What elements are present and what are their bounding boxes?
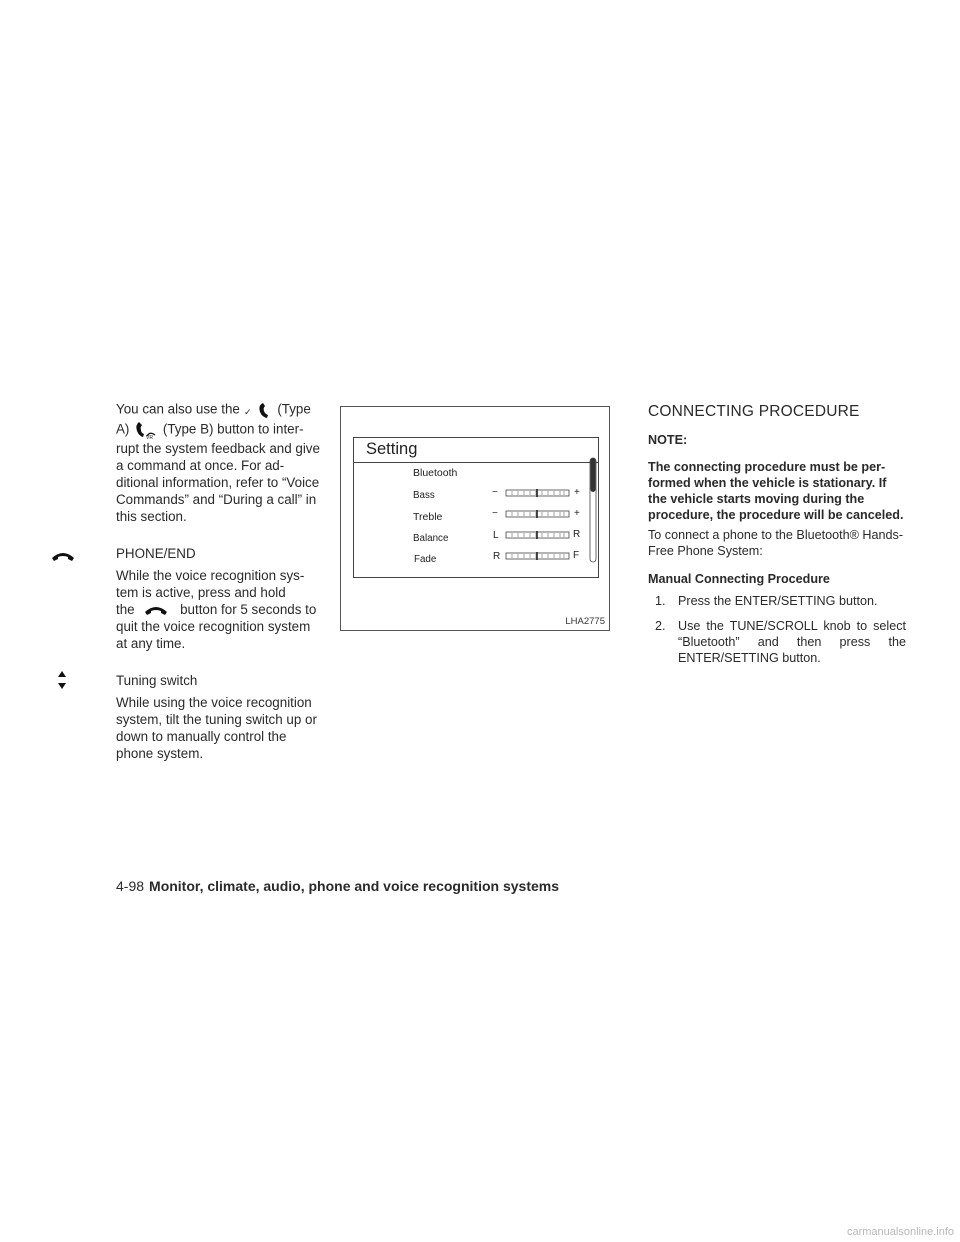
menu-item-treble: Treble <box>413 511 443 523</box>
balance-left-label: L <box>493 530 499 541</box>
intro-paragraph: To connect a phone to the Bluetooth® Hands- Free Phone System: <box>648 528 904 558</box>
procedure-step: 1. Press the ENTER/SETTING button. <box>655 594 878 608</box>
manual-procedure-heading: Manual Connecting Procedure <box>648 572 830 586</box>
slider-bars <box>354 438 600 579</box>
tuning-switch-title: Tuning switch <box>116 673 198 688</box>
settings-screen-figure <box>340 406 610 631</box>
note-label: NOTE: <box>648 433 688 447</box>
tuning-switch-body: While using the voice recognition system, tilt the tuning switch up or down to manually control the phone system. <box>116 695 317 761</box>
bass-minus-label: − <box>492 487 498 498</box>
svg-text:✓: ✓ <box>243 407 252 417</box>
watermark: carmanualsonline.info <box>846 1226 954 1238</box>
treble-plus-label: + <box>574 508 580 519</box>
phone-end-body: While the voice recognition sys- tem is active, press and hold the button for 5 seconds to quit the voice recognition system at any time. <box>116 568 317 651</box>
menu-item-fade: Fade <box>414 554 437 565</box>
bass-plus-label: + <box>574 487 580 498</box>
fade-rear-label: R <box>493 551 501 562</box>
menu-item-bass: Bass <box>413 490 435 501</box>
svg-text:VR: VR <box>146 435 154 440</box>
page-footer <box>116 878 559 894</box>
procedure-step: 2. Use the TUNE/SCROLL knob to select “Bluetooth” and then press the ENTER/SETTING button. <box>655 619 906 665</box>
procedure-steps <box>648 593 906 666</box>
phone-end-title: PHONE/END <box>116 546 196 561</box>
section-heading: CONNECTING PROCEDURE <box>648 403 860 420</box>
left-column <box>116 400 324 762</box>
note-body: The connecting procedure must be per- formed when the vehicle is stationary. If the vehicle starts moving during the procedure, the procedure will be canceled. <box>648 460 904 522</box>
phone-end-icon <box>50 550 76 562</box>
scrollbar-thumb <box>591 458 596 492</box>
treble-minus-label: − <box>492 508 498 519</box>
phone-end-inline-icon <box>142 603 172 617</box>
tuning-switch-icon <box>56 670 68 690</box>
settings-screen <box>353 437 599 578</box>
talk-type-b-icon <box>133 420 159 440</box>
right-column <box>648 403 906 675</box>
talk-type-a-icon <box>244 400 274 420</box>
fade-front-label: F <box>573 550 580 561</box>
talk-button-paragraph: You can also use the ✓ (Type A) VR (Type B) button to inter- rupt the system feedback and give a command at once. For ad- ditional information, refer to “Voice Commands” and “During a call” in this section. <box>116 401 320 524</box>
chapter-title: Monitor, climate, audio, phone and voice recognition systems <box>149 878 559 894</box>
menu-item-balance: Balance <box>413 533 449 544</box>
figure-code: LHA2775 <box>565 616 605 627</box>
menu-item-bluetooth: Bluetooth <box>413 467 458 479</box>
balance-right-label: R <box>573 529 581 540</box>
page-number: 4-98 <box>116 878 145 894</box>
screen-title: Setting <box>366 440 418 458</box>
